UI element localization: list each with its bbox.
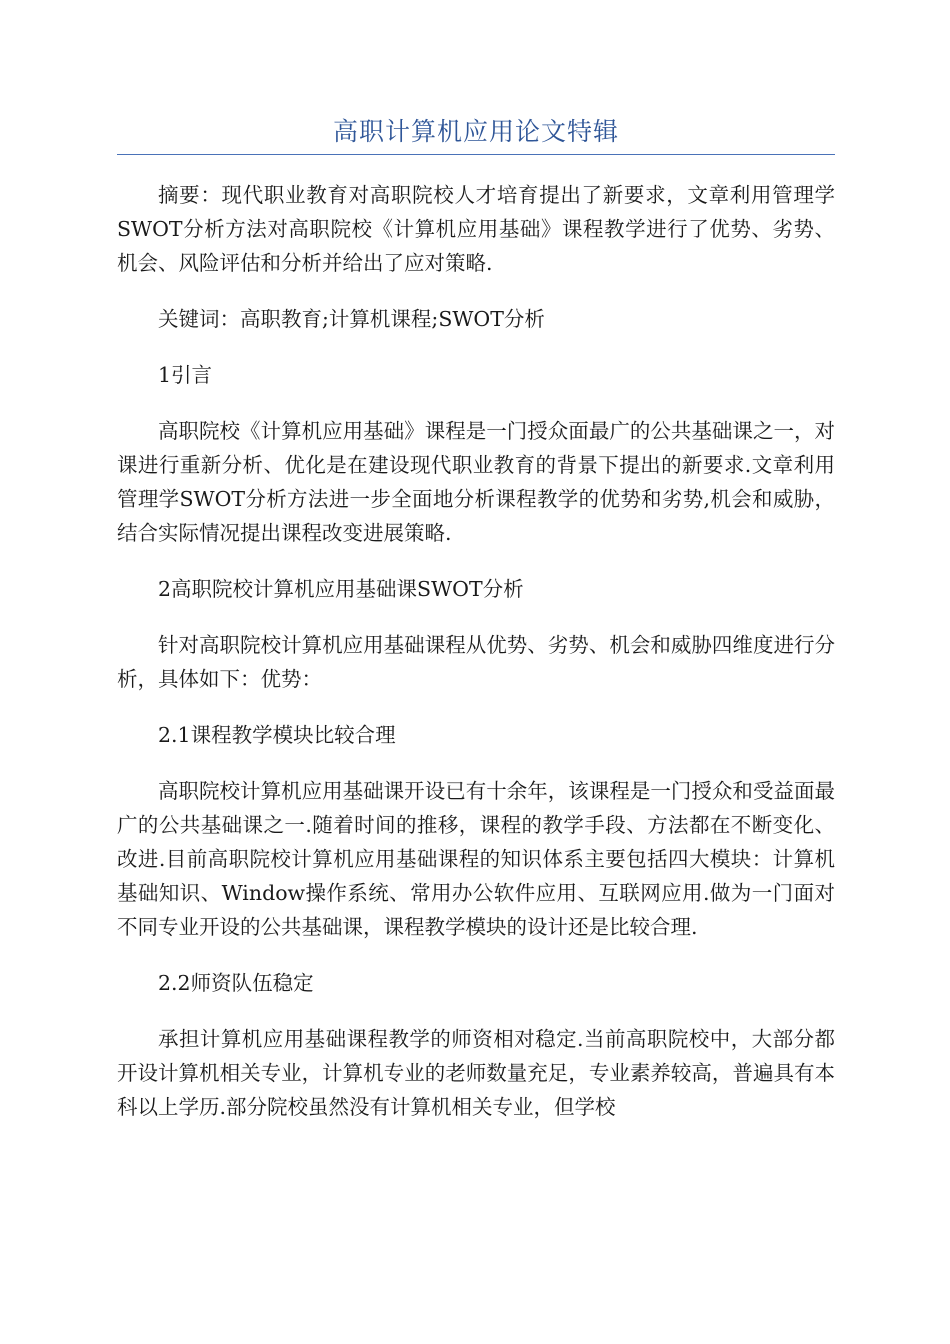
subsection-heading-2-2: 2.2师资队伍稳定 — [158, 971, 314, 995]
subsection-heading-2-1: 2.1课程教学模块比较合理 — [158, 723, 396, 747]
swot-intro-paragraph: 针对高职院校计算机应用基础课程从优势、劣势、机会和威胁四维度进行分析，具体如下：优势： — [117, 633, 835, 691]
subsection-2-1-paragraph: 高职院校计算机应用基础课开设已有十余年，该课程是一门授众和受益面最广的公共基础课之一.随着时间的推移，课程的教学手段、方法都在不断变化、改进.目前高职院校计算机应用基础课程的知识体系主要包括四大模块：计算机基础知识、Window操作系统、常用办公软件应用、互联网应用.做为一门面对不同专业开设的公共基础课，课程教学模块的设计还是比较合理. — [117, 779, 835, 939]
section-heading-swot: 2高职院校计算机应用基础课SWOT分析 — [158, 577, 524, 601]
title-underline — [117, 154, 835, 155]
introduction-paragraph: 高职院校《计算机应用基础》课程是一门授众面最广的公共基础课之一，对课进行重新分析、优化是在建设现代职业教育的背景下提出的新要求.文章利用管理学SWOT分析方法进一步全面地分析课程教学的优势和劣势,机会和威胁，结合实际情况提出课程改变进展策略. — [117, 419, 835, 545]
section-heading-introduction: 1引言 — [158, 363, 213, 387]
abstract-paragraph: 摘要：现代职业教育对高职院校人才培育提出了新要求，文章利用管理学SWOT分析方法对高职院校《计算机应用基础》课程教学进行了优势、劣势、机会、风险评估和分析并给出了应对策略. — [117, 183, 835, 275]
keywords-paragraph: 关键词：高职教育;计算机课程;SWOT分析 — [158, 307, 545, 331]
subsection-2-2-paragraph: 承担计算机应用基础课程教学的师资相对稳定.当前高职院校中，大部分都开设计算机相关专业，计算机专业的老师数量充足，专业素养较高，普遍具有本科以上学历.部分院校虽然没有计算机相关专业，但学校 — [117, 1027, 835, 1119]
document-title: 高职计算机应用论文特辑 — [332, 117, 619, 146]
document-body — [117, 178, 835, 1146]
